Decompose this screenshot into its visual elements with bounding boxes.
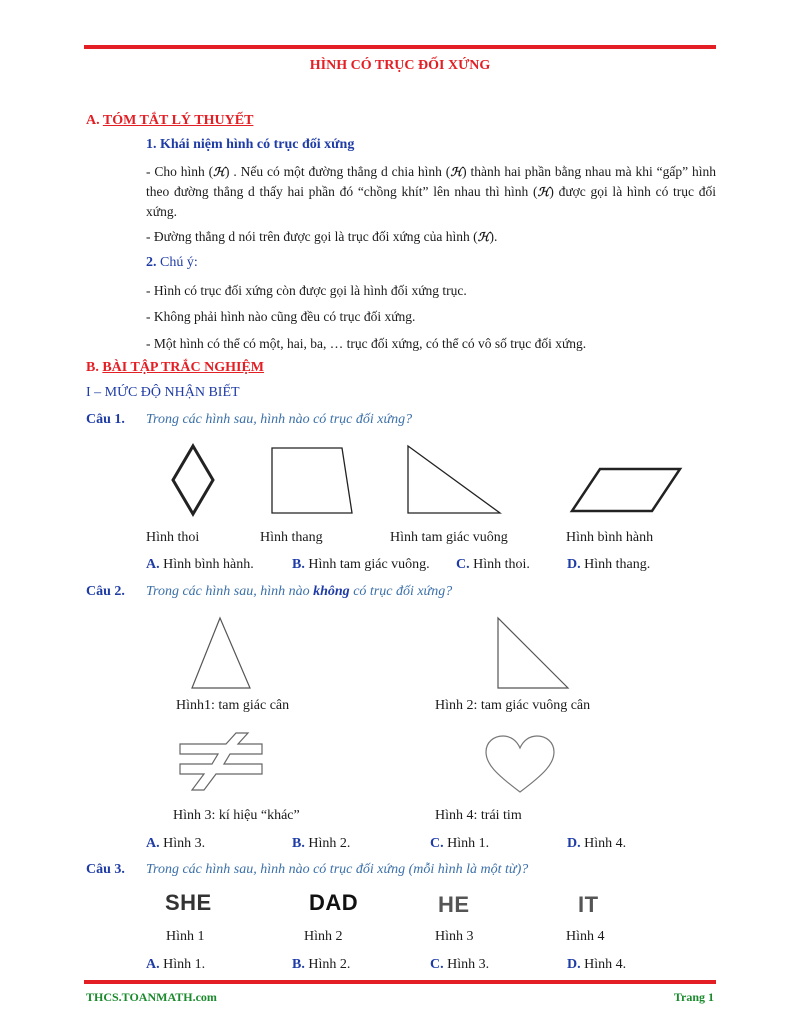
- theory-paragraph-2: [146, 227, 716, 247]
- section-a-label: TÓM TẮT LÝ THUYẾT: [102, 113, 254, 128]
- not-equal-shape: [180, 733, 262, 790]
- q3-option-d[interactable]: [567, 957, 626, 973]
- option-key: A.: [146, 836, 160, 851]
- section-b-heading: [86, 360, 264, 376]
- q1-caption-1: Hình thoi: [146, 530, 200, 545]
- option-key: D.: [567, 957, 581, 972]
- q1-caption-3: Hình tam giác vuông: [390, 530, 508, 545]
- q3-caption-4: Hình 4: [566, 929, 605, 944]
- heart-shape: [486, 736, 554, 792]
- q3-caption-3: Hình 3: [435, 929, 474, 944]
- symbol-h: ℋ: [477, 230, 490, 244]
- q2-text: [146, 584, 452, 600]
- symbol-h: ℋ: [537, 185, 550, 199]
- option-text: Hình thoi.: [469, 557, 530, 572]
- page-title: HÌNH CÓ TRỤC ĐỐI XỨNG: [309, 58, 491, 73]
- right-triangle-shape: [408, 446, 500, 513]
- q1-figures: [140, 440, 700, 520]
- option-key: B.: [292, 957, 305, 972]
- header-rule: [84, 45, 716, 49]
- p1-part-b: ) . Nếu có một đường thẳng d chia hình (: [225, 164, 451, 179]
- q2-caption-4: Hình 4: trái tim: [435, 808, 522, 823]
- q1-option-d[interactable]: [567, 557, 650, 573]
- option-key: C.: [430, 957, 444, 972]
- q1-number: Câu 1.: [86, 412, 125, 427]
- option-text: Hình thang.: [580, 557, 651, 572]
- option-text: Hình tam giác vuông.: [304, 557, 430, 572]
- q2-figures-row1: [180, 612, 620, 694]
- q2-text-b: không: [313, 584, 350, 599]
- theory-heading-2: [146, 255, 198, 271]
- symbol-h: ℋ: [213, 165, 225, 179]
- note-1: - Hình có trục đối xứng còn được gọi là hình đối xứng trục.: [146, 283, 467, 298]
- section-b-prefix: B.: [86, 360, 103, 375]
- q1-option-b[interactable]: [292, 557, 430, 573]
- note-2: - Không phải hình nào cũng đều có trục đối xứng.: [146, 309, 416, 324]
- option-text: Hình 2.: [304, 957, 351, 972]
- q3-option-b[interactable]: [292, 957, 350, 973]
- footer-rule: [84, 980, 716, 984]
- p1-part-c: ) thành hai phần bằng nhau mà khi “gấp” hình theo đường thẳng d thấy hai phần đó “chồng khít” lên nhau thì hình (: [146, 164, 716, 199]
- q2-figures-row2: [176, 728, 616, 798]
- q3-number: Câu 3.: [86, 862, 125, 877]
- option-text: Hình 1.: [159, 957, 206, 972]
- q2-caption-2: Hình 2: tam giác vuông cân: [435, 698, 591, 713]
- option-text: Hình bình hành.: [159, 557, 254, 572]
- p1-part-d: ) được gọi là hình có trục đối xứng.: [146, 184, 716, 219]
- q1-option-a[interactable]: [146, 557, 254, 573]
- q2-option-d[interactable]: [567, 836, 626, 852]
- q3-option-c[interactable]: [430, 957, 489, 973]
- symbol-h: ℋ: [450, 165, 463, 179]
- option-key: D.: [567, 557, 581, 572]
- section-a-prefix: A.: [86, 113, 103, 128]
- q2-caption-3: Hình 3: kí hiệu “khác”: [173, 808, 300, 823]
- isosceles-right-triangle-shape: [498, 618, 568, 688]
- q3-word-4: IT: [578, 892, 599, 917]
- theory-heading-1: 1. Khái niệm hình có trục đối xứng: [146, 137, 355, 152]
- p2-part-b: ).: [489, 229, 498, 244]
- q2-number: Câu 2.: [86, 584, 125, 599]
- q2-caption-1: Hình1: tam giác cân: [176, 698, 290, 713]
- option-text: Hình 2.: [304, 836, 351, 851]
- option-key: A.: [146, 957, 160, 972]
- p1-part-a: - Cho hình (: [146, 164, 214, 179]
- q3-option-a[interactable]: [146, 957, 205, 973]
- heading-2-text: Chú ý:: [160, 255, 198, 270]
- isosceles-triangle-shape: [192, 618, 250, 688]
- footer-page-number: Trang 1: [673, 990, 714, 1004]
- option-key: D.: [567, 836, 581, 851]
- note-3: - Một hình có thể có một, hai, ba, … trục đối xứng, có thể có vô số trục đối xứng.: [146, 336, 587, 351]
- option-key: B.: [292, 557, 305, 572]
- theory-paragraph-1: [146, 162, 716, 222]
- parallelogram-shape: [572, 469, 680, 511]
- option-text: Hình 3.: [159, 836, 206, 851]
- rhombus-shape: [173, 446, 213, 514]
- q2-option-a[interactable]: [146, 836, 205, 852]
- option-text: Hình 3.: [443, 957, 490, 972]
- heading-2-number: 2.: [146, 255, 160, 270]
- q1-caption-4: Hình bình hành: [566, 530, 654, 545]
- q1-text: Trong các hình sau, hình nào có trục đối xứng?: [146, 412, 413, 427]
- option-key: C.: [430, 836, 444, 851]
- level-heading: I – MỨC ĐỘ NHẬN BIẾT: [86, 385, 240, 400]
- q2-text-a: Trong các hình sau, hình nào: [146, 584, 314, 599]
- section-a-heading: [86, 113, 253, 129]
- section-b-label: BÀI TẬP TRẮC NGHIỆM: [102, 360, 265, 375]
- q3-word-2: DAD: [309, 890, 359, 915]
- q3-word-1: SHE: [165, 890, 212, 915]
- q1-option-c[interactable]: [456, 557, 530, 573]
- q1-caption-2: Hình thang: [260, 530, 323, 545]
- option-text: Hình 4.: [580, 957, 627, 972]
- p2-part-a: - Đường thẳng d nói trên được gọi là trục đối xứng của hình (: [146, 229, 478, 244]
- q3-caption-1: Hình 1: [166, 929, 205, 944]
- q3-text: Trong các hình sau, hình nào có trục đối xứng (mỗi hình là một từ)?: [146, 862, 529, 877]
- q3-word-3: HE: [438, 892, 470, 917]
- option-key: A.: [146, 557, 160, 572]
- option-text: Hình 4.: [580, 836, 627, 851]
- q2-option-b[interactable]: [292, 836, 350, 852]
- option-key: C.: [456, 557, 470, 572]
- trapezoid-shape: [272, 448, 352, 513]
- q2-text-c: có trục đối xứng?: [349, 584, 453, 599]
- q2-option-c[interactable]: [430, 836, 489, 852]
- footer-site: THCS.TOANMATH.com: [86, 990, 217, 1004]
- q3-caption-2: Hình 2: [304, 929, 343, 944]
- option-key: B.: [292, 836, 305, 851]
- option-text: Hình 1.: [443, 836, 490, 851]
